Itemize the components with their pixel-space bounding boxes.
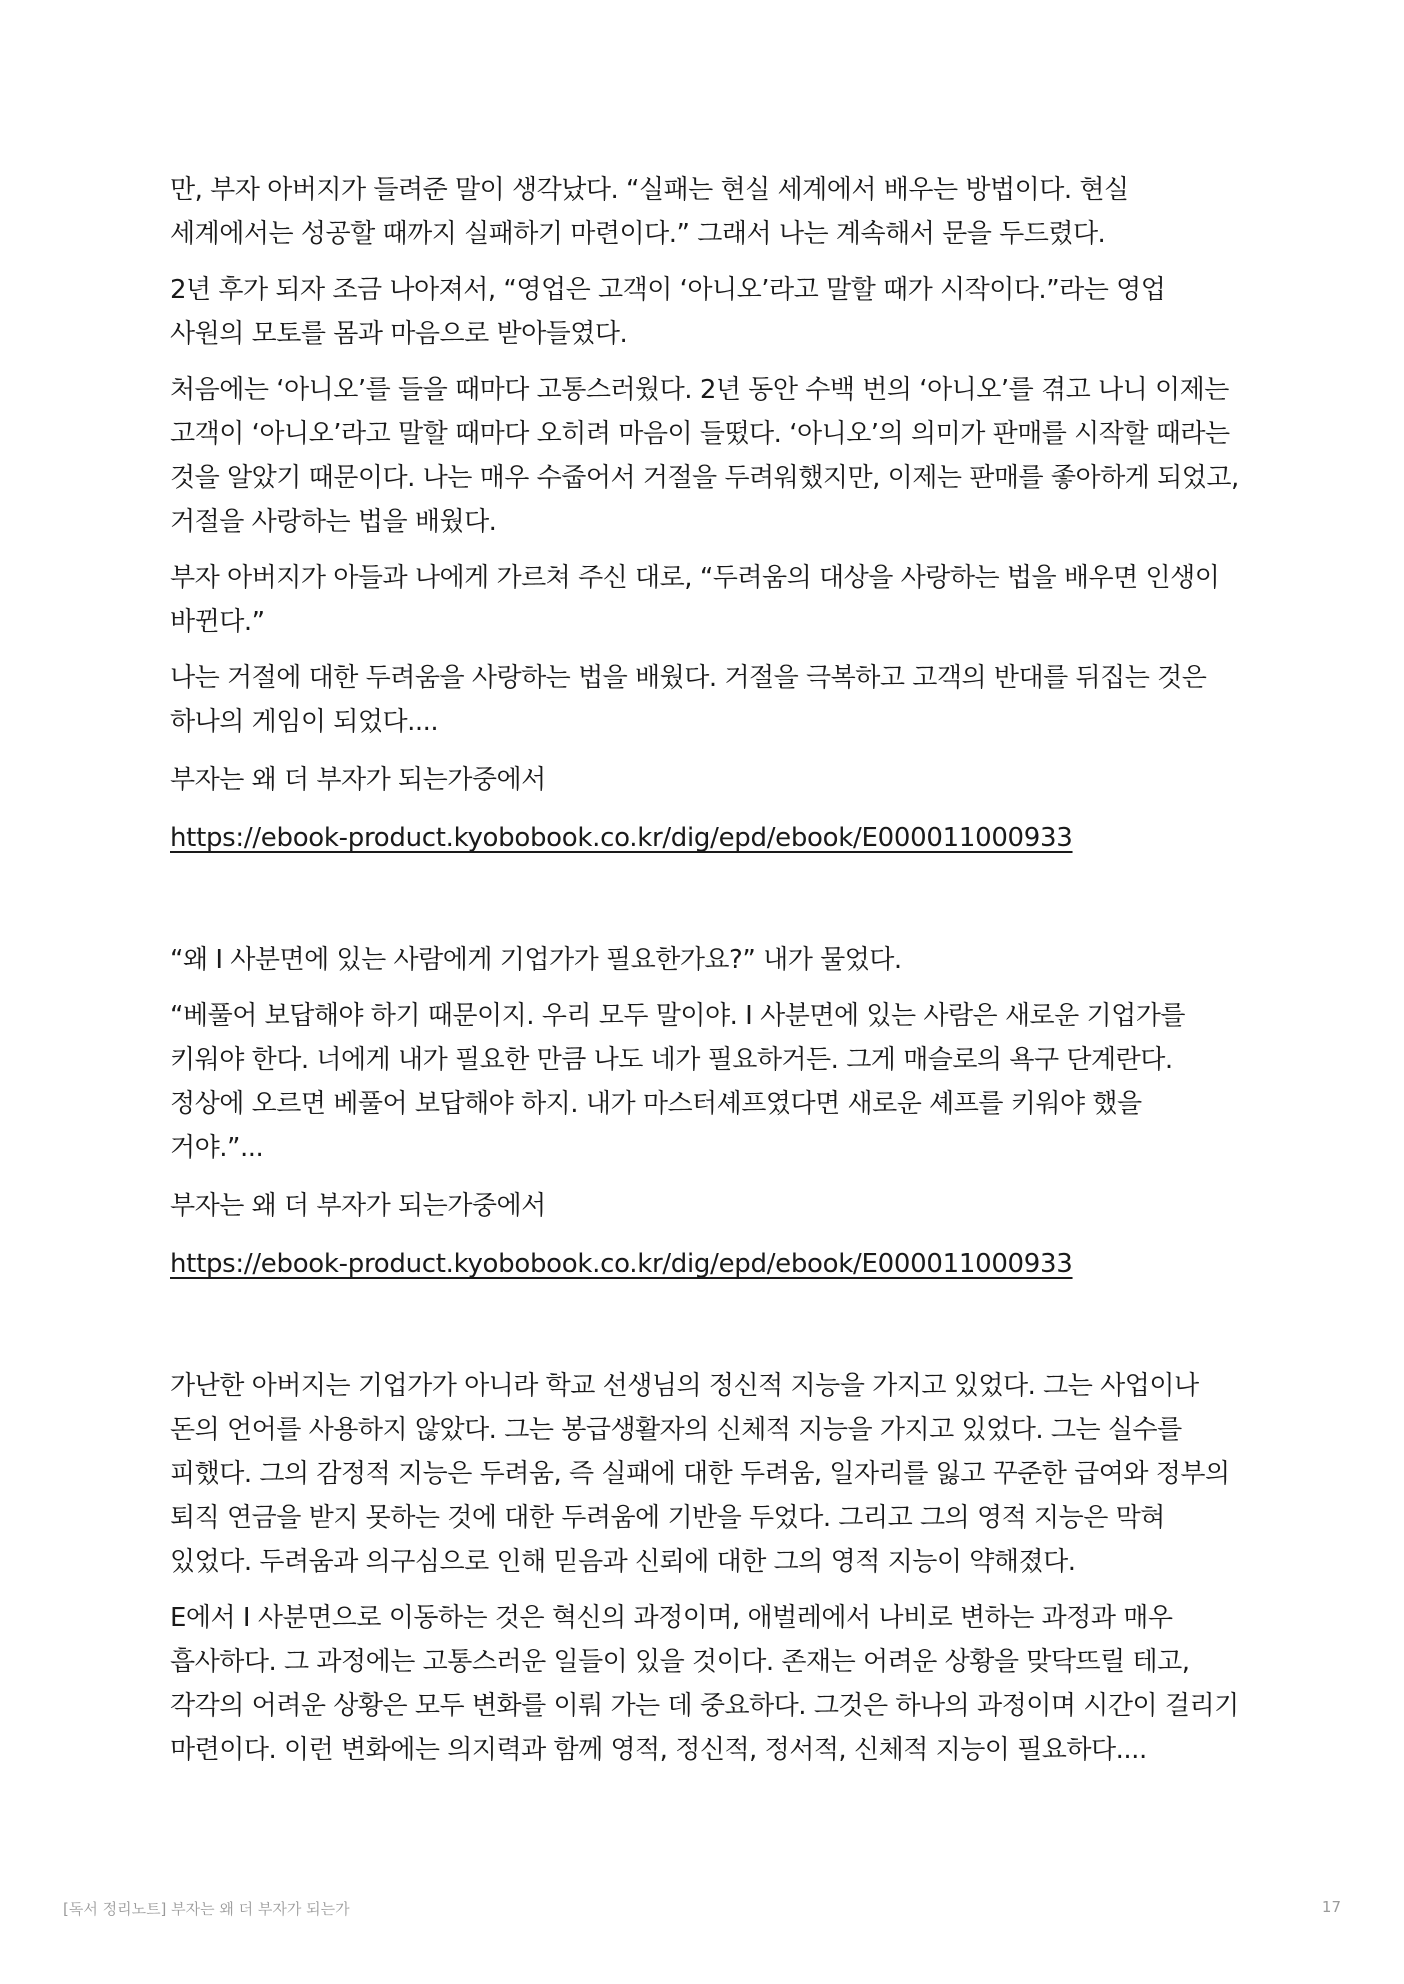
paragraph-rejection-game: 나는 거절에 대한 두려움을 사랑하는 법을 배웠다. 거절을 극복하고 고객의 반대를 뒤집는 것은 하나의 게임이 되었다.... [170,663,1207,737]
footer-title: [독서 정리노트] 부자는 왜 더 부자가 되는가 [63,1900,350,1918]
paragraph-failure-quote: 만, 부자 아버지가 들려준 말이 생각났다. “실패는 현실 세계에서 배우는 방법이다. 현실 세계에서는 성공할 때까지 실패하기 마련이다.” 그래서 나는 계속해서 문을 두드렸다. [170,175,1129,249]
paragraph-give-back: “베풀어 보답해야 하기 때문이지. 우리 모두 말이야. I 사분면에 있는 사람은 새로운 기업가를 키워야 한다. 너에게 내가 필요한 만큼 나도 네가 필요하거든. 그게 매슬로의 욕구 단계란다. 정상에 오르면 베풀어 보답해야 하지. 내가 마스터셰프였다면 새로운 셰프를 키워야 했을 거야.”... [170,1001,1186,1163]
source-link-row [170,1242,1240,1286]
source-link[interactable]: https://ebook-product.kyobobook.co.kr/dig/epd/ebook/E000011000933 [170,823,1073,853]
source-label: 부자는 왜 더 부자가 되는가중에서 [170,1191,546,1221]
paragraph-sales-motto: 2년 후가 되자 조금 나아져서, “영업은 고객이 ‘아니오’라고 말할 때가 시작이다.”라는 영업 사원의 모토를 몸과 마음으로 받아들였다. [170,275,1166,349]
page-footer [63,1898,1341,1922]
paragraph-poor-dad: 가난한 아버지는 기업가가 아니라 학교 선생님의 정신적 지능을 가지고 있었다. 그는 사업이나 돈의 언어를 사용하지 않았다. 그는 봉급생활자의 신체적 지능을 가지고 있었다. 그는 실수를 피했다. 그의 감정적 지능은 두려움, 즉 실패에 대한 두려움, 일자리를 잃고 꾸준한 급여와 정부의 퇴직 연금을 받지 못하는 것에 대한 두려움에 기반을 두었다. 그리고 그의 영적 지능은 막혀 있었다. 두려움과 의구심으로 인해 믿음과 신뢰에 대한 그의 영적 지능이 약해졌다. [170,1371,1230,1577]
source-label: 부자는 왜 더 부자가 되는가중에서 [170,765,546,795]
paragraph-question: “왜 I 사분면에 있는 사람에게 기업가가 필요한가요?” 내가 물었다. [170,945,902,975]
page-number: 17 [1321,1898,1341,1916]
source-link[interactable]: https://ebook-product.kyobobook.co.kr/dig/epd/ebook/E000011000933 [170,1249,1073,1279]
paragraph-rejection: 처음에는 ‘아니오’를 들을 때마다 고통스러웠다. 2년 동안 수백 번의 ‘아니오’를 겪고 나니 이제는 고객이 ‘아니오’라고 말할 때마다 오히려 마음이 들떴다. ‘아니오’의 의미가 판매를 시작할 때라는 것을 알았기 때문이다. 나는 매우 수줍어서 거절을 두려워했지만, 이제는 판매를 좋아하게 되었고, 거절을 사랑하는 법을 배웠다. [170,375,1239,537]
page-body [170,168,1240,1772]
source-link-row [170,816,1240,860]
paragraph-fear-quote: 부자 아버지가 아들과 나에게 가르쳐 주신 대로, “두려움의 대상을 사랑하는 법을 배우면 인생이 바뀐다.” [170,563,1220,637]
paragraph-e-to-i: E에서 I 사분면으로 이동하는 것은 혁신의 과정이며, 애벌레에서 나비로 변하는 과정과 매우 흡사하다. 그 과정에는 고통스러운 일들이 있을 것이다. 존재는 어려운 상황을 맞닥뜨릴 테고, 각각의 어려운 상황은 모두 변화를 이뤄 가는 데 중요하다. 그것은 하나의 과정이며 시간이 걸리기 마련이다. 이런 변화에는 의지력과 함께 영적, 정신적, 정서적, 신체적 지능이 필요하다.... [170,1603,1239,1765]
